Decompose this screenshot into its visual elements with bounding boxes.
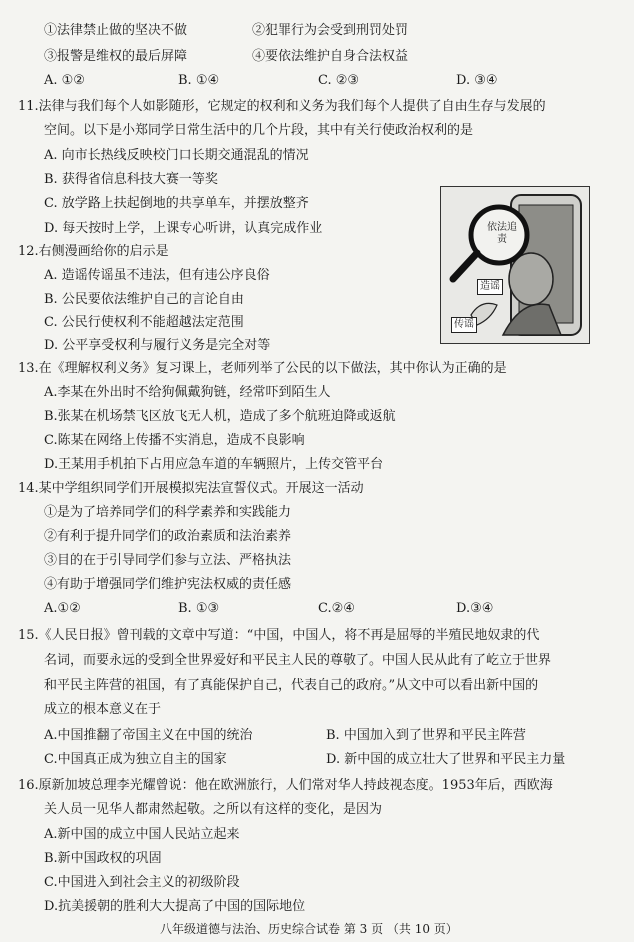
figure-head-shape	[509, 253, 553, 305]
q13-stem: 13.在《理解权利义务》复习课上，老师列举了公民的以下做法，其中你认为正确的是	[18, 361, 507, 376]
q11-stem-line1: 11.法律与我们每个人如影随形，它规定的权利和义务为我们每个人提供了自由生存与发展的	[18, 99, 546, 114]
q16-stem-line2: 关人员一见华人都肃然起敬。之所以有这样的变化，是因为	[44, 802, 383, 817]
q12-option-a: A. 造谣传谣虽不违法，但有违公序良俗	[44, 268, 270, 283]
q15-stem-line3: 和平民主阵营的祖国，有了真能保护自己，代表自己的政府。”从文中可以看出新中国的	[44, 678, 539, 693]
q13-option-b: B.张某在机场禁飞区放飞无人机，造成了多个航班迫降或返航	[44, 409, 396, 424]
q10-statement-1: ①法律禁止做的坚决不做	[44, 23, 188, 38]
q10-statement-2: ②犯罪行为会受到刑罚处罚	[252, 23, 409, 38]
q14-statement-3: ③目的在于引导同学们参与立法、严格执法	[44, 553, 292, 568]
q16-option-b: B.新中国政权的巩固	[44, 851, 162, 866]
cartoon-tag-spread: 传谣	[451, 317, 477, 333]
q15-stem-line2: 名词，而要永远的受到全世界爱好和平民主人民的尊敬了。中国人民从此有了屹立于世界	[44, 653, 552, 668]
page-footer: 八年级道德与法治、历史综合试卷 第 3 页 （共 10 页）	[160, 922, 458, 936]
q14-option-a: A.①②	[44, 601, 81, 616]
q11-option-c: C. 放学路上扶起倒地的共享单车，并摆放整齐	[44, 196, 309, 211]
q10-statement-4: ④要依法维护自身合法权益	[252, 49, 409, 64]
q14-statement-1: ①是为了培养同学们的科学素养和实践能力	[44, 505, 292, 520]
q11-stem-line2: 空间。以下是小郑同学日常生活中的几个片段，其中有关行使政治权利的是	[44, 123, 474, 138]
q12-option-c: C. 公民行使权利不能超越法定范围	[44, 315, 244, 330]
q14-statement-4: ④有助于增强同学们维护宪法权威的责任感	[44, 577, 292, 592]
cartoon-lens-label: 依法追责	[487, 222, 517, 245]
q10-option-c: C. ②③	[318, 73, 360, 88]
q10-option-d: D. ③④	[456, 73, 498, 88]
q12-option-b: B. 公民要依法维护自己的言论自由	[44, 292, 244, 307]
q11-option-a: A. 向市长热线反映校门口长期交通混乱的情况	[44, 148, 309, 163]
q13-option-a: A.李某在外出时不给狗佩戴狗链，经常吓到陌生人	[44, 385, 331, 400]
q15-stem-line1: 15.《人民日报》曾刊载的文章中写道：“中国，中国人，将不再是屈辱的半殖民地奴隶的代	[18, 628, 540, 643]
q12-cartoon	[440, 186, 590, 344]
q16-stem-line1: 16.原新加坡总理李光耀曾说：他在欧洲旅行，人们常对华人持歧视态度。1953年后，西欧海	[18, 778, 553, 793]
q10-option-b: B. ①④	[178, 73, 220, 88]
q14-option-b: B. ①③	[178, 601, 220, 616]
q11-option-b: B. 获得省信息科技大赛一等奖	[44, 172, 218, 187]
cartoon-tag-rumor: 造谣	[477, 279, 503, 295]
q15-stem-line4: 成立的根本意义在于	[44, 702, 162, 717]
q14-option-d: D.③④	[456, 601, 494, 616]
q12-option-d: D. 公平享受权利与履行义务是完全对等	[44, 338, 271, 353]
q15-option-c: C.中国真正成为独立自主的国家	[44, 752, 227, 767]
q12-stem: 12.右侧漫画给你的启示是	[18, 244, 169, 259]
q16-option-a: A.新中国的成立中国人民站立起来	[44, 827, 240, 842]
q14-option-c: C.②④	[318, 601, 355, 616]
q15-option-a: A.中国推翻了帝国主义在中国的统治	[44, 728, 253, 743]
q13-option-c: C.陈某在网络上传播不实消息，造成不良影响	[44, 433, 305, 448]
q15-option-d: D. 新中国的成立壮大了世界和平民主力量	[326, 752, 566, 767]
magnifier-handle-shape	[453, 253, 477, 279]
q10-option-a: A. ①②	[44, 73, 85, 88]
q16-option-d: D.抗美援朝的胜利大大提高了中国的国际地位	[44, 899, 306, 914]
q13-option-d: D.王某用手机拍下占用应急车道的车辆照片，上传交管平台	[44, 457, 384, 472]
q11-option-d: D. 每天按时上学，上课专心听讲，认真完成作业	[44, 221, 323, 236]
q10-statement-3: ③报警是维权的最后屏障	[44, 49, 188, 64]
q16-option-c: C.中国进入到社会主义的初级阶段	[44, 875, 240, 890]
q14-statement-2: ②有利于提升同学们的政治素质和法治素养	[44, 529, 292, 544]
q14-stem: 14.某中学组织同学们开展模拟宪法宣誓仪式。开展这一活动	[18, 481, 364, 496]
q15-option-b: B. 中国加入到了世界和平民主阵营	[326, 728, 526, 743]
